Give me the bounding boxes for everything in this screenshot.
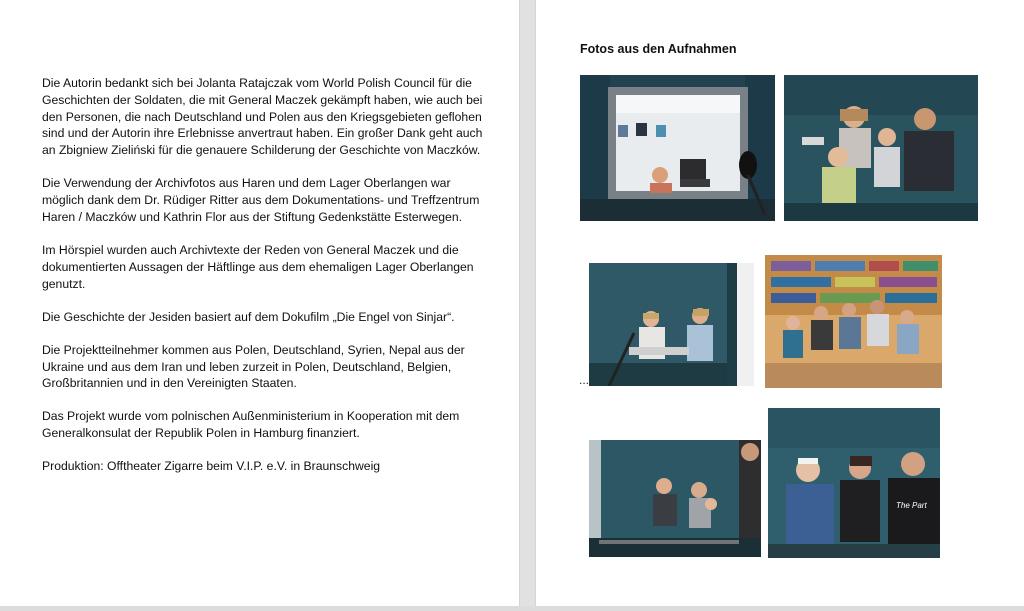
- shirt-text: The Part: [896, 501, 927, 510]
- photo-library-group[interactable]: [765, 255, 942, 388]
- paragraph-production: Produktion: Offtheater Zigarre beim V.I.P. e.V. in Braunschweig: [42, 459, 381, 474]
- photo-booth-group-image: [589, 440, 761, 557]
- ellipsis-text: ...: [579, 373, 590, 387]
- paragraph-archive-texts: Im Hörspiel wurden auch Archivtexte der Reden von General Maczek und die dokumentierten Aussagen der Häftlinge aus dem ehemaligen Lager Oberlangen genutzt.: [42, 242, 474, 291]
- photo-studio-window-image: [580, 75, 775, 221]
- bottom-scrollbar-area: [0, 606, 1024, 611]
- paragraph-yazidi-story: Die Geschichte der Jesiden basiert auf dem Dokufilm „Die Engel von Sinjar“.: [42, 309, 455, 324]
- photo-recording-booth-women-image: [589, 263, 754, 386]
- photo-studio-window[interactable]: [580, 75, 775, 221]
- photo-three-people-image: [768, 408, 940, 558]
- paragraph-thanks: Die Autorin bedankt sich bei Jolanta Ratajczak vom World Polish Council für die Geschichten der Soldaten, die mit General Maczek gekämpft haben, wie auch bei den Personen, die nach Deutschland und Polen aus den Kriegsgebieten geflohen sind und der Autorin ihre Erlebnisse anvertraut haben. Ein großer Dank geht auch an Zbigniew Zieliński für die genauere Schilderung der Geschichte von Maczków.: [42, 76, 483, 158]
- photo-recording-booth-women[interactable]: [589, 263, 754, 386]
- paragraph-funding: Das Projekt wurde vom polnischen Außenministerium in Kooperation mit dem Generalkonsulat der Republik Polen in Hamburg finanziert.: [42, 409, 460, 441]
- photo-family-group-image: [784, 75, 978, 221]
- photo-booth-group[interactable]: [589, 440, 761, 557]
- photo-library-group-image: [765, 255, 942, 388]
- photo-three-people[interactable]: [768, 408, 940, 558]
- paragraph-archive-photos: Die Verwendung der Archivfotos aus Haren und dem Lager Oberlangen war möglich dank dem Dr. Rüdiger Ritter aus dem Dokumentations- und Treffzentrum Haren / Maczków und Kathrin Flor aus der Stiftung Gedenkstätte Esterwegen.: [42, 176, 480, 224]
- paragraph-participants: Die Projektteilnehmer kommen aus Polen, Deutschland, Syrien, Nepal aus der Ukraine und aus dem Iran und leben zurzeit in Polen, Deutschland, Belgien, Großbritannien und in den Vereinigten Staaten.: [42, 342, 465, 391]
- photos-heading: Fotos aus den Aufnahmen: [580, 42, 737, 56]
- page-gutter: [519, 0, 536, 606]
- photo-family-group[interactable]: [784, 75, 978, 221]
- acknowledgements-text: [42, 75, 492, 491]
